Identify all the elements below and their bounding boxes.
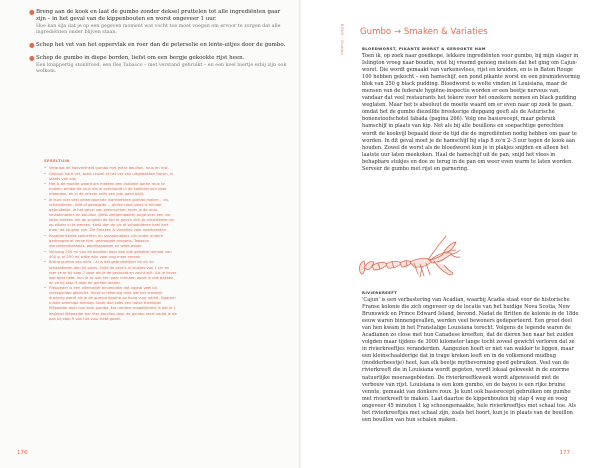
- step-text: Schep het vet van het oppervlak en roer dan de peterselie en lente-uitjes door de gumbo.: [36, 42, 286, 48]
- tip-item: • Karakteristieke specerijen en smaakmakers zijn onder andere gedroogde of verse tijm, gedroogde oregano, Tabasco, worcestersheesaus, paprikapoeder en witte peper.: [44, 234, 177, 249]
- tips-title: SPEELTUIN: [44, 159, 70, 163]
- tips-box: [44, 159, 177, 322]
- tip-item: • Vergroot de hoeveelheid gumbo met extra bouillon, roux en rijst.: [44, 166, 177, 171]
- page-number-right: 177: [559, 450, 570, 456]
- step-text: Schep de gumbo in diepe borden, liefst om een bergje gekookte rijst heen.: [36, 55, 245, 62]
- section-title-crayfish: RIVIERKREEFT: [362, 290, 398, 295]
- tip-item: • Breng gumbo van okra – al is dat gebruikelijker bij vis en schaaldieren dan bij vlees. Snijd de okra's in stukjes van 1 cm en roer ze er bij stap 7 door als je de gevlooid en zacht wilt. Als je liever wat beet hebt, kun je ze ook een paar minuten apart in olie bakken en ze bij stap 9 door de gumbo roeren.: [44, 260, 177, 285]
- method-step: [29, 8, 288, 36]
- tip-item: • Gebruik hard vet, zoals reuzel of het vet van uitgebakken bacon, in plaats van olie.: [44, 172, 177, 182]
- step-bullet-icon: ●: [29, 41, 35, 49]
- book-gutter: [299, 0, 301, 468]
- step-note: Een knappertig stokbrood, een fles Tabasco – met verstand gebruikt – en een koel biertje erbij zijn ook welkom.: [36, 62, 287, 74]
- chapter-title: Gumbo → Smaken & Variaties: [360, 27, 488, 37]
- step-bullet-icon: ●: [29, 54, 35, 63]
- step-note: Hoe kan sijn dat je op een gegeven moment wat vocht toe moet voegen om ervoor te zorgen dat alle ingrediënten onder blijven staan.: [36, 23, 281, 35]
- running-head: ROUX · Gumbo: [340, 24, 344, 55]
- section-title-sausage: BLOEDWORST, PIKANTE WORST & GEROOKTE HAM: [362, 46, 486, 51]
- crayfish-icon: [356, 230, 462, 288]
- tip-item: • Vervang 250 ml van de bouillon door een blik gehakte tomaat van 400 g, of 250 ml witte wijn voor nog meer smaak.: [44, 250, 177, 260]
- tip-item: • Je kunt niet veel uiteenlopende ingrediënten gumbo maken – vis, schaaldieren, wild of gevogelte –, alleen rood vlees is minder gebruikelijk. In het geval van zeevruchten meer je de roux, smaakmakers en bouillon (liefst zelfgemaakte) onge-veer een uur laten trekken om de smaken de tijd te geven zich te ontwikkelen en op elkaar in te werken. Kook dan de vis of schaaldieren heel kort mee, tot ze gaar zijn. Zie Smaken & Variaties voor voorbeelden.: [44, 198, 177, 233]
- page-number-left: 176: [17, 450, 28, 456]
- section-text-crayfish: 'Cajun' is een verbastering van Acadian, waarbij Acadia staat voor de historische Franse kolonie die zich ongeveer op de locatie van het huidige Nova Scotia, New Brunswick en Prince Edward Island, bevond. Nadat de Britten de kolonie in de 18de eeuw waren binnengevallen, werden veel bewoners gedeporteerd. Een groot deel van hen kwam in het Franstalige Louisiana terecht. Volgens de legende waren de Acadianen zo close met hun Canadese kreeften, dat de dieren hen naar het zuiden volgden maar tijdens de 3000 kilometer lange tocht zoveel gewicht verloren dat ze in rivierkreeftjes veranderden. Aangezien hoeft er niet van wakker te liggen, maar een kleinschaalderige dat in trage kreken leeft en in de volksmond mudbug (modderbeestje) heet, kan elk beetje mythevorming goed gebruiken. Veel van de rivierkreeft die in Louisiana wordt gegeten, wordt lokaal gekweekt in de enorme natuurlijke moerasgebieden. De rivierkreeftkweek wordt afgewisseld met de verbouw van rijst. Louisiana is een kom gumbo, en de bayou is een rijke bruine vennte, gemaakt van donkere roux. Je kunt ook basisrecept gebruiken om gumbo met rivierkreeft te maken. Laat daartoe de kippenbouten bij stap 4 weg en voeg ongeveer 45 minuten 1 kg schoongemaakte, hele rivierkreeftjes met schaal toe. Als het rivierkreeftjes met schaal zijn, zoals het hoort, kun je in plaats van de bouillon een bouillon van hun schalen maken.: [362, 297, 579, 423]
- method-step: [29, 54, 288, 75]
- tip-item: • Filépoeder is een alternatief bindmiddel dat vooral veel bij vleesgumbo gebruikt. Houd er rekening mee dat het vreselijk draderig wordt als je de gumbo daarna op hoog vuur verhit. Daarom mixen sommige mensen liever aan tafel een halve theelepel filépoeder door hun kom gumbo. Een andere mogelijkheid is dat je 1 eetlepel filépoeder per liter bouillon door de gumbo roert nadat je de pan bij stap 9 van het vuur hebt gezet.: [44, 286, 177, 321]
- method-steps: [29, 8, 288, 81]
- step-text: Breng aan de kook en laat de gumbo zonder deksel pruttelen tot alle ingrediënten gaar zijn – in het geval van de kippenbouten en worst ongeveer 1 uur.: [36, 9, 281, 23]
- step-bullet-icon: ●: [29, 8, 35, 16]
- tip-item: • Het is de moeite waard om meteen een dubbele portie roux te maken; omdat de roux die je overhoudt in de koelkast een paar maanden, en in de vriezer zelfs een jaar goed blijft.: [44, 182, 177, 197]
- method-step: [29, 41, 288, 49]
- section-text-sausage: Toen ik, op zoek naar goedkope, lekkere ingrediënten voor gumbo, bij mijn slager in Islington vroeg naar boudin, wist hij vreemd genoeg meteen dat het ging om Cajun-worst. Die wordt gemaakt van varkensvlees, rijst en kruiden, en is in Baton Rouge 100 hebben gekocht – een hamschijf, een pond pikante worst en een piramidevormig blok van 250 g black pudding. Bloedworst is welte vinden in Louisiana, maar de mensen van de federale hygiëne-inspectie worden er een beetje nerveus van, vandaar dat veel restaurants het tekere voor het onzekere nemen en black pudding weglaten. Maar het is absoluut de moeite waard om er even naar op zoek te gaan, omdat het de gumbo diezelfde breekerige diepgang geeft als de Asturische bonenstoofschotel fabada (pagina 266). Volg ons basisrecept, maar gebruik hamschijf in plaats van kip. Net als bij alle bouillons en soepachtige gerechten wordt de kookvijl bepaald door de tijd die de ingrediënten nodig hebben om gaar te worden. In dit geval moet je de hamschijf bij stap 8 zo'n 2–3 uur tegen de kook aan houden. Zowel de worst als de bloedworst kun je in plakjes snijden en alleen het laatste uur laten meekoken. Haal de hamschijf uit de pan, snijd het vlees in behapbare stukjes en doe ze terug in de pan om weer even warm te laten worden. Serveer de gumbo met rijst en garnering.: [362, 53, 580, 172]
